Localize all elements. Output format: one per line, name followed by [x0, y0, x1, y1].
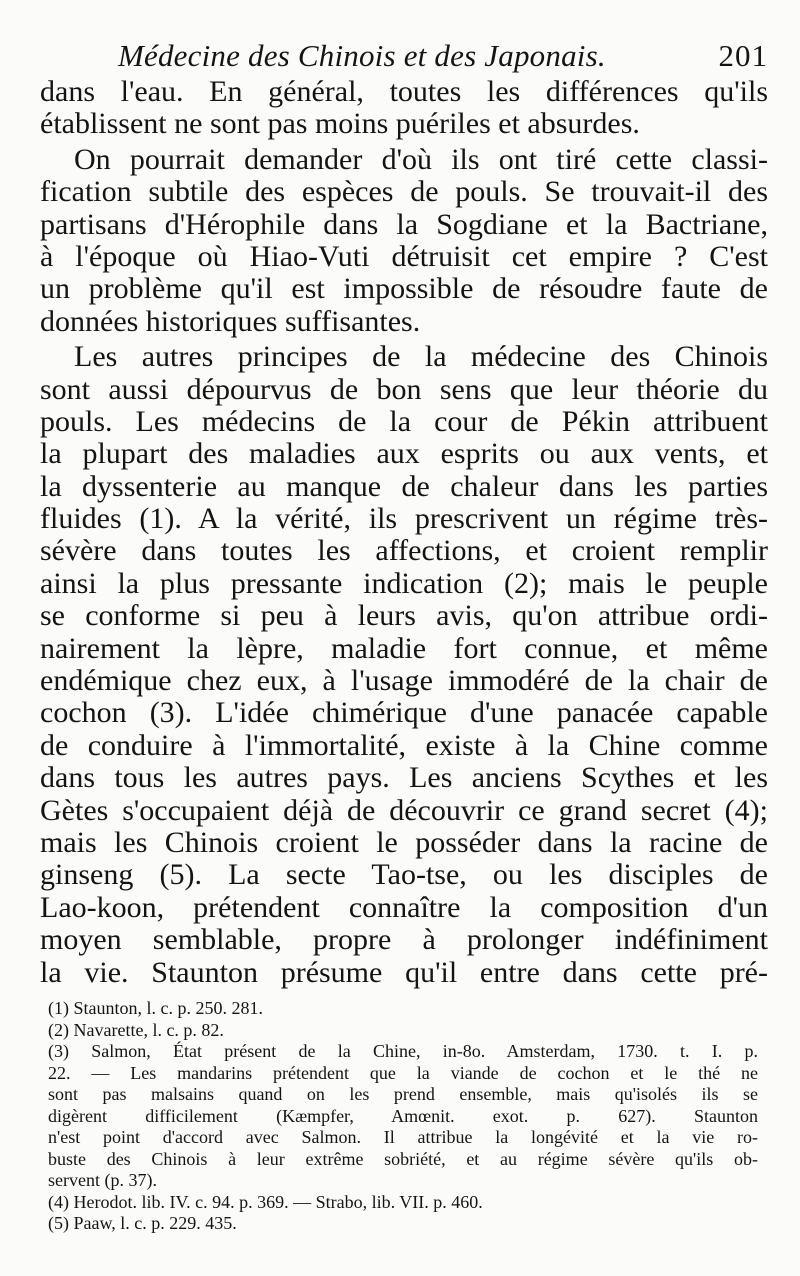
paragraph-start: On pourrait demander d'où ils ont tiré cette classi- — [74, 142, 768, 176]
text-line: établissent ne sont pas moins puériles et absurdes. — [40, 107, 640, 141]
text-line: pouls. Les médecins de la cour de Pékin attribuent — [40, 404, 768, 438]
body-text — [40, 76, 768, 989]
text-line: nairement la lèpre, maladie fort connue, et même — [40, 631, 768, 665]
footnote-line: buste des Chinois à leur extrême sobriété, et au régime sévère qu'ils ob- — [48, 1148, 758, 1169]
text-line: de conduire à l'immortalité, existe à la Chine comme — [40, 728, 768, 762]
text-line: ginseng (5). La secte Tao-tse, ou les disciples de — [40, 858, 768, 892]
text-line: sont aussi dépourvus de bon sens que leur théorie du — [40, 372, 768, 406]
text-line: Gètes s'occupaient déjà de découvrir ce grand secret (4); — [40, 793, 768, 827]
text-line: se conforme si peu à leurs avis, qu'on attribue ordi- — [40, 599, 768, 633]
running-head — [40, 38, 768, 78]
text-line: dans tous les autres pays. Les anciens Scythes et les — [40, 761, 768, 795]
text-line: la dyssenterie au manque de chaleur dans les parties — [40, 469, 768, 503]
page-number: 201 — [718, 38, 768, 73]
footnote-line: digèrent difficilement (Kæmpfer, Amœnit. exot. p. 627). Staunton — [48, 1105, 758, 1126]
footnote-line: 22. — Les mandarins prétendent que la viande de cochon et le thé ne — [48, 1062, 758, 1083]
text-line: ainsi la plus pressante indication (2); mais le peuple — [40, 566, 768, 600]
text-line: endémique chez eux, à l'usage immodéré de la chair de — [40, 664, 768, 698]
text-line: mais les Chinois croient le posséder dans la racine de — [40, 825, 768, 859]
footnote-line: n'est point d'accord avec Salmon. Il attribue la longévité et la vie ro- — [48, 1127, 758, 1147]
text-line: sévère dans toutes les affections, et croient remplir — [40, 534, 768, 568]
footnote-5: (5) Paaw, l. c. p. 229. 435. — [48, 1213, 237, 1233]
footnotes — [48, 998, 758, 1235]
running-title: Médecine des Chinois et des Japonais. — [118, 38, 606, 73]
footnote-4: (4) Herodot. lib. IV. c. 94. p. 369. — Strabo, lib. VII. p. 460. — [48, 1191, 483, 1212]
text-line: cochon (3). L'idée chimérique d'une panacée capable — [40, 696, 768, 730]
text-line: données historiques suffisantes. — [40, 304, 421, 338]
text-line: dans l'eau. En général, toutes les différences qu'ils — [40, 75, 768, 108]
text-line: un problème qu'il est impossible de résoudre faute de — [40, 272, 768, 306]
text-line: partisans d'Hérophile dans la Sogdiane et la Bactriane, — [40, 207, 768, 241]
text-line: Lao-koon, prétendent connaître la composition d'un — [40, 890, 768, 924]
text-line: à l'époque où Hiao-Vuti détruisit cet empire ? C'est — [40, 239, 768, 273]
footnote-line: servent (p. 37). — [48, 1170, 157, 1190]
footnote-3: (3) Salmon, État présent de la Chine, in-8o. Amsterdam, 1730. t. I. p. — [48, 1041, 758, 1061]
text-line: fication subtile des espèces de pouls. Se trouvait-il des — [40, 175, 768, 209]
text-line: la plupart des maladies aux esprits ou aux vents, et — [40, 437, 768, 471]
paragraph-start: Les autres principes de la médecine des Chinois — [74, 340, 768, 374]
footnote-line: sont pas malsains quand on les prend ensemble, mais qu'isolés ils se — [48, 1084, 758, 1104]
text-line: moyen semblable, propre à prolonger indéfiniment — [40, 923, 768, 957]
footnote-2: (2) Navarette, l. c. p. 82. — [48, 1019, 224, 1040]
footnote-1: (1) Staunton, l. c. p. 250. 281. — [48, 998, 263, 1018]
text-line: la vie. Staunton présume qu'il entre dans cette pré- — [40, 955, 768, 989]
text-line: fluides (1). A la vérité, ils prescrivent un régime très- — [40, 502, 768, 536]
